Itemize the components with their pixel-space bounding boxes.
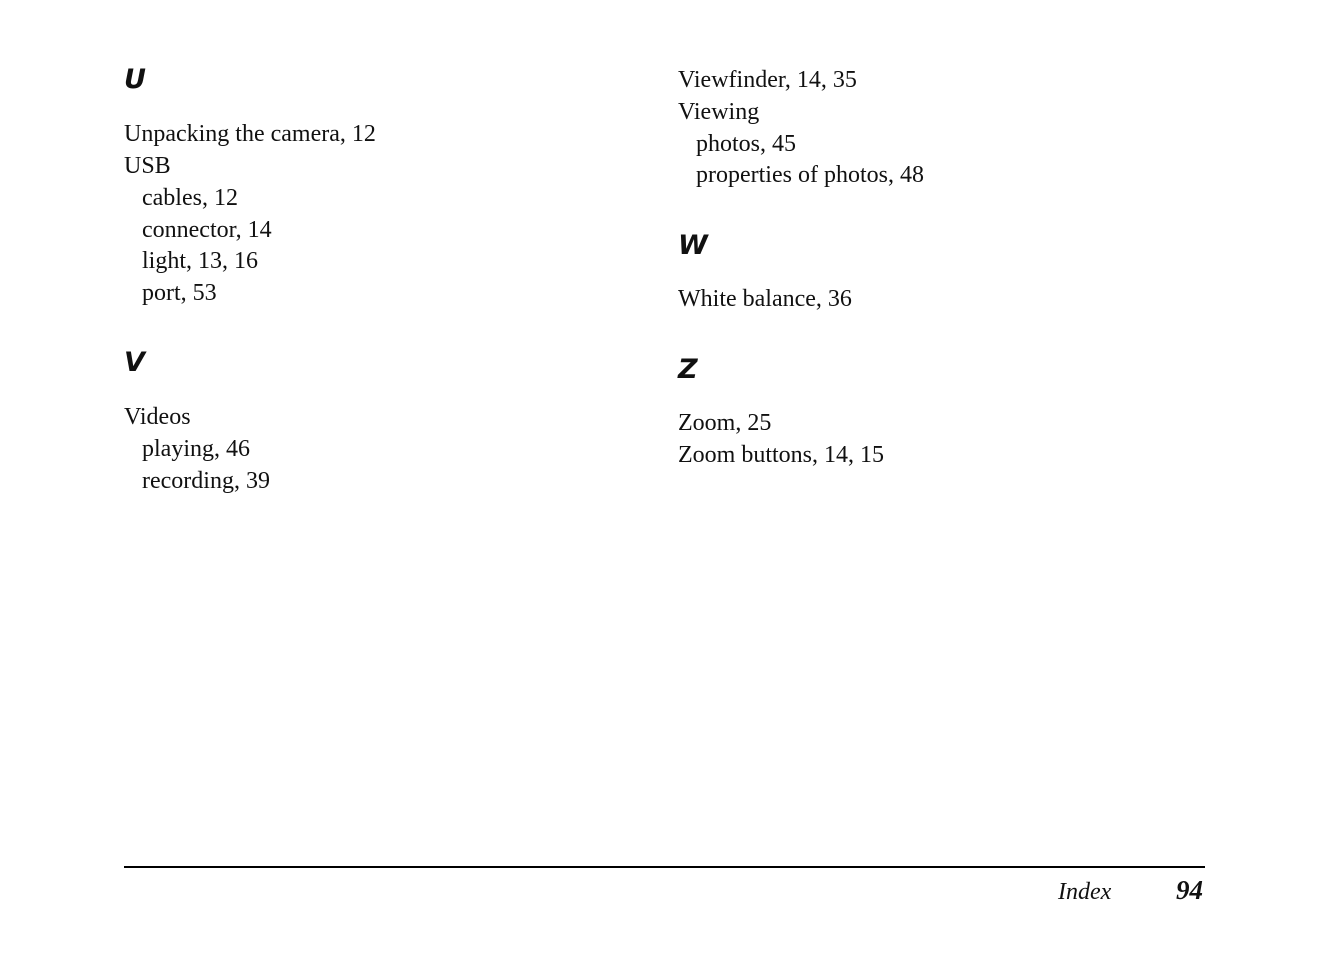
section-letter-v: V — [124, 347, 145, 378]
section-letter-z: Z — [678, 354, 698, 385]
index-subentry: port, 53 — [142, 280, 217, 306]
index-subentry: recording, 39 — [142, 468, 270, 494]
footer-section-title: Index — [1058, 879, 1112, 905]
index-entry: Viewing — [678, 99, 760, 125]
index-entry: White balance, 36 — [678, 286, 852, 312]
footer-page-number: 94 — [1176, 875, 1203, 905]
index-subentry: light, 13, 16 — [142, 248, 259, 274]
index-entry: Viewfinder, 14, 35 — [678, 67, 857, 93]
index-entry: Unpacking the camera, 12 — [124, 121, 376, 147]
index-subentry: photos, 45 — [696, 131, 797, 157]
index-entry: Zoom buttons, 14, 15 — [678, 442, 885, 468]
index-entry: Zoom, 25 — [678, 410, 772, 436]
index-entry: Videos — [124, 404, 191, 430]
index-entry: USB — [124, 153, 171, 179]
index-subentry: playing, 46 — [142, 436, 250, 462]
index-subentry: cables, 12 — [142, 185, 238, 211]
section-letter-w: W — [678, 230, 708, 261]
index-subentry: connector, 14 — [142, 217, 272, 243]
footer-rule — [124, 866, 1205, 868]
index-subentry: properties of photos, 48 — [696, 162, 924, 188]
section-letter-u: U — [124, 64, 146, 95]
